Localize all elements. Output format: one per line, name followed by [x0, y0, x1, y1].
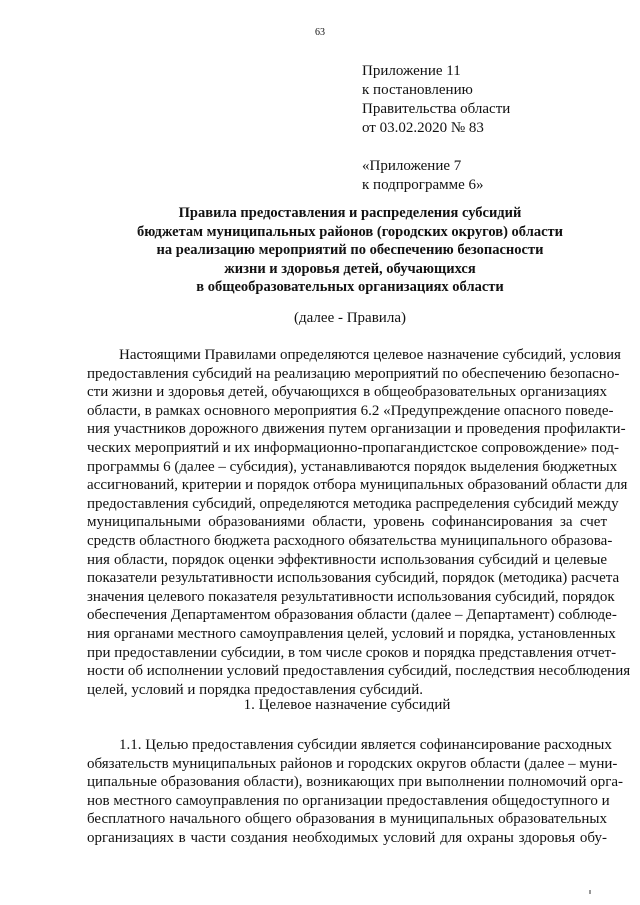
document-title [40, 204, 640, 297]
paragraph-line: обеспечения Департаментом образования области (далее – Департамент) соблюде- [87, 607, 617, 624]
section-heading: 1. Целевое назначение субсидий [243, 697, 451, 713]
annex-spacer [362, 138, 510, 157]
annex-line: от 03.02.2020 № 83 [362, 120, 484, 136]
annex-inner-line: к подпрограмме 6» [362, 177, 484, 193]
document-subtitle: (далее - Правила) [294, 310, 406, 326]
annex-line: к постановлению [362, 82, 473, 98]
title-line: бюджетам муниципальных районов (городских округов) области [136, 223, 563, 240]
paragraph-line: сти жизни и здоровья детей, обучающихся в общеобразовательных организациях [87, 384, 607, 401]
annex-line: Правительства области [362, 101, 511, 117]
paragraph-line: области, в рамках основного мероприятия 6.2 «Предупреждение опасного поведе- [87, 402, 614, 419]
paragraph-line: 1.1. Целью предоставления субсидии является софинансирование расходных [119, 737, 612, 753]
paragraph-line: при предоставлении субсидии, в том числе сроков и порядка представления отчет- [87, 644, 617, 661]
paragraph-line: бесплатного начального общего образования в муниципальных образовательных [87, 811, 607, 828]
paragraph-line: программы 6 (далее – субсидия), устанавливаются порядок выделения бюджетных [87, 458, 618, 475]
title-line: в общеобразовательных организациях области [196, 279, 504, 295]
paragraph-line: средств областного бюджета расходного обязательства муниципального образова- [87, 532, 613, 549]
title-line: жизни и здоровья детей, обучающихся [224, 260, 476, 277]
section-1-paragraph [87, 736, 624, 848]
paragraph-line: обязательств муниципальных районов и городских округов области (далее – муни- [87, 755, 618, 772]
paragraph-line: нов местного самоуправления по организации предоставления общедоступного и [87, 792, 610, 809]
paragraph-line: Настоящими Правилами определяются целевое назначение субсидий, условия [119, 347, 621, 363]
paragraph-line: ния участников дорожного движения путем организации и проведения профилакти- [87, 421, 626, 438]
title-line: Правила предоставления и распределения субсидий [178, 205, 522, 221]
title-line: на реализацию мероприятий по обеспечению безопасности [156, 242, 544, 258]
paragraph-line: ципальные образования области), возникающих при выполнении полномочий орга- [87, 774, 624, 791]
annex-line: Приложение 11 [362, 63, 461, 79]
paragraph-line: показатели результативности использования субсидий, порядок (методика) расчета [87, 570, 620, 587]
paragraph-line: ческих мероприятий и их информационно-пропагандистское сопровождение» под- [87, 439, 620, 456]
paragraph-line: предоставления субсидий на реализацию мероприятий по обеспечению безопасно- [87, 365, 620, 382]
paragraph-line: ности об исполнении условий предоставления субсидий, последствия несоблюдения [87, 663, 631, 680]
annex-inner-line: «Приложение 7 [362, 158, 462, 174]
paragraph-line: ния органами местного самоуправления целей, условий и порядка, установленных [87, 625, 616, 642]
paragraph-line: целей, условий и порядка предоставления субсидий. [87, 681, 423, 698]
intro-paragraph [87, 346, 631, 699]
paragraph-line: ния области, порядок оценки эффективности использования субсидий и целевые [87, 551, 607, 568]
paragraph-line: предоставления субсидий, определяются методика распределения субсидий между [87, 495, 619, 512]
page-number: 63 [315, 27, 325, 38]
paragraph-line: значения целевого показателя результативности использования субсидий, порядок [87, 588, 615, 605]
paragraph-line: организациях в части создания необходимых условий для охраны здоровья обу- [87, 829, 607, 846]
annex-block [362, 62, 510, 195]
paragraph-line: ассигнований, критерии и порядок отбора муниципальных образований области для [87, 477, 628, 494]
paragraph-line: муниципальными образованиями области, уровень софинансирования за счет [87, 514, 607, 531]
scan-mark [589, 890, 591, 894]
